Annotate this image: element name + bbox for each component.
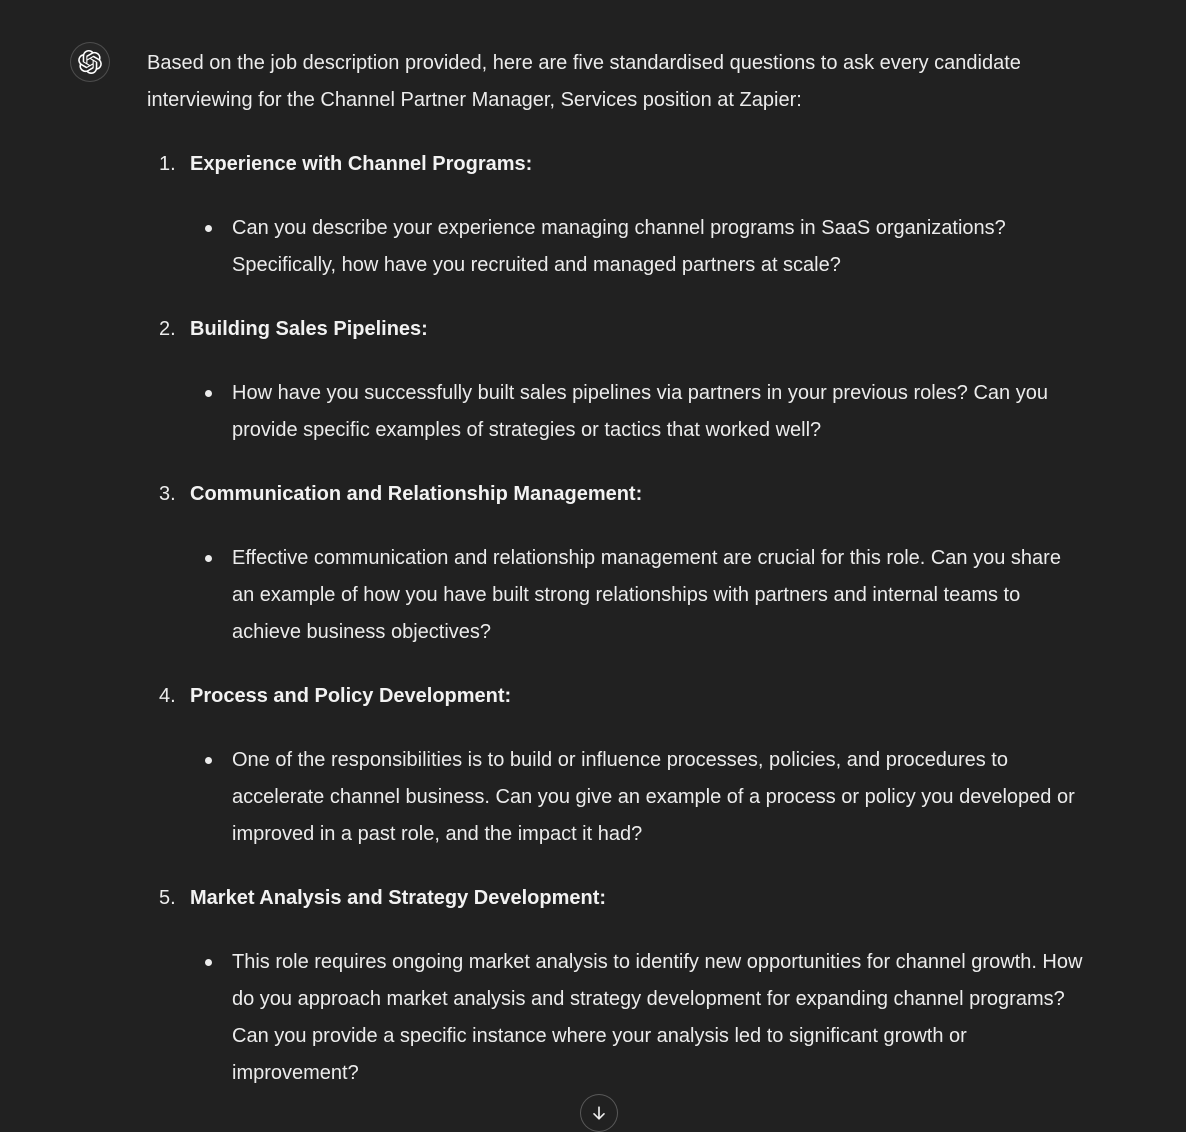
list-number: 1. — [159, 153, 176, 175]
list-item-1-heading — [147, 146, 1087, 183]
list-item-3-bullet — [147, 540, 1087, 651]
arrow-down-icon — [589, 1103, 609, 1123]
list-heading: Communication and Relationship Management: — [190, 483, 643, 505]
bullet-icon — [205, 742, 232, 853]
bullet-icon — [205, 210, 232, 284]
list-number: 5. — [159, 887, 176, 909]
scroll-to-bottom-button[interactable] — [580, 1094, 618, 1132]
list-item-5-heading — [147, 880, 1087, 917]
list-item-4-bullet — [147, 742, 1087, 853]
list-heading: Building Sales Pipelines: — [190, 318, 428, 340]
assistant-avatar — [70, 42, 110, 82]
message-intro: Based on the job description provided, here are five standardised questions to ask every candidate interviewing for the Channel Partner Manager, Services position at Zapier: — [147, 52, 1021, 111]
list-number: 2. — [159, 318, 176, 340]
list-item-1-bullet — [147, 210, 1087, 284]
list-item-3-heading — [147, 476, 1087, 513]
list-item-4-heading — [147, 678, 1087, 715]
message-content — [147, 45, 1087, 1119]
bullet-text: One of the responsibilities is to build or influence processes, policies, and procedures to accelerate channel business. Can you give an example of a process or policy you developed or improved in a past role, and the impact it had? — [232, 749, 1075, 845]
list-heading: Experience with Channel Programs: — [190, 153, 533, 175]
list-item-2-bullet — [147, 375, 1087, 449]
bullet-icon — [205, 944, 232, 1092]
bullet-icon — [205, 540, 232, 651]
bullet-text: This role requires ongoing market analysis to identify new opportunities for channel growth. How do you approach market analysis and strategy development for expanding channel programs? Can you provide a specific instance where your analysis led to significant growth or improvement? — [232, 951, 1083, 1084]
bullet-text: Effective communication and relationship management are crucial for this role. Can you share an example of how you have built strong relationships with partners and internal teams to achieve business objectives? — [232, 547, 1061, 643]
bullet-text: How have you successfully built sales pipelines via partners in your previous roles? Can you provide specific examples of strategies or tactics that worked well? — [232, 382, 1048, 441]
list-item-2-heading — [147, 311, 1087, 348]
list-number: 4. — [159, 685, 176, 707]
bullet-icon — [205, 375, 232, 449]
list-item-5-bullet — [147, 944, 1087, 1092]
openai-logo-icon — [78, 50, 102, 74]
list-number: 3. — [159, 483, 176, 505]
bullet-text: Can you describe your experience managing channel programs in SaaS organizations? Specifically, how have you recruited and managed partners at scale? — [232, 217, 1006, 276]
list-heading: Market Analysis and Strategy Development: — [190, 887, 607, 909]
list-heading: Process and Policy Development: — [190, 685, 512, 707]
